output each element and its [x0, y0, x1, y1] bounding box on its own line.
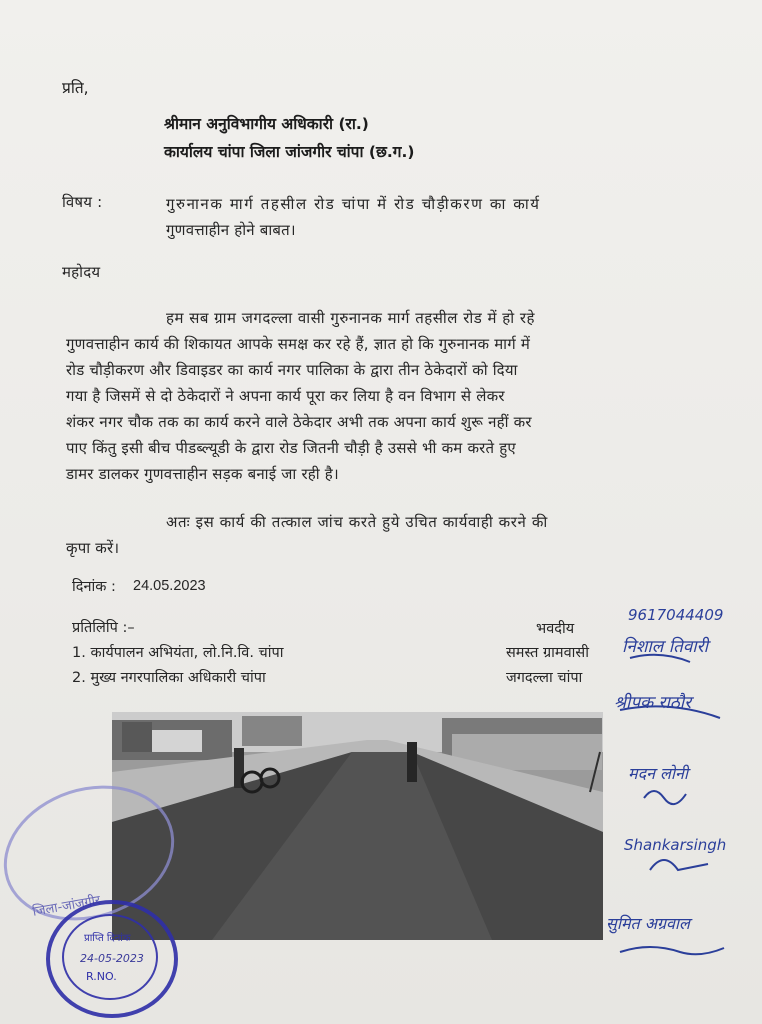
body-line-5: शंकर नगर चौक तक का कार्य करने वाले ठेकेदार अभी तक अपना कार्य शुरू नहीं कर	[66, 413, 532, 431]
office-stamp-text: जिला-जांजगीर	[31, 893, 102, 920]
request-line-2: कृपा करें।	[66, 539, 120, 557]
copy-item-1: 1. कार्यपालन अभियंता, लो.नि.वि. चांपा	[72, 645, 284, 661]
body-line-3: रोड चौड़ीकरण और डिवाइडर का कार्य नगर पालिका के द्वारा तीन ठेकेदारों को दिया	[66, 361, 518, 379]
to-label: प्रति,	[62, 79, 89, 97]
copy-label: प्रतिलिपि :–	[72, 620, 135, 636]
subject-line-1: गुरुनानक मार्ग तहसील रोड चांपा में रोड चौड़ीकरण का कार्य	[166, 195, 541, 213]
body-line-7: डामर डालकर गुणवत्ताहीन सड़क बनाई जा रही है।	[66, 465, 339, 483]
copy-item-2: 2. मुख्य नगरपालिका अधिकारी चांपा	[72, 670, 266, 686]
signature-4: Shankarsingh	[624, 836, 727, 854]
signature-1: निशाल तिवारी	[622, 637, 709, 657]
closing: भवदीय	[536, 621, 575, 637]
signature-scribbles	[600, 600, 762, 980]
body-line-1: हम सब ग्राम जगदल्ला वासी गुरुनानक मार्ग तहसील रोड में हो रहे	[166, 309, 535, 327]
received-stamp-title: प्राप्ति दिनांक	[84, 933, 131, 944]
request-line-1: अतः इस कार्य की तत्काल जांच करते हुये उचित कार्यवाही करने की	[166, 513, 548, 531]
subject-label: विषय :	[62, 193, 103, 211]
date-value: 24.05.2023	[133, 578, 206, 594]
addressee-line-1: श्रीमान अनुविभागीय अधिकारी (रा.)	[164, 115, 369, 133]
road-photo	[112, 712, 603, 940]
received-stamp-rno: R.NO.	[86, 970, 117, 983]
road-photo-drawing	[112, 712, 603, 940]
sender-line-1: समस्त ग्रामवासी	[506, 645, 589, 661]
subject-line-2: गुणवत्ताहीन होने बाबत।	[166, 221, 296, 239]
sender-line-2: जगदल्ला चांपा	[506, 670, 583, 686]
addressee-line-2: कार्यालय चांपा जिला जांजगीर चांपा (छ.ग.)	[164, 143, 415, 161]
signature-2: श्रीपक राठौर	[614, 693, 692, 713]
salutation: महोदय	[62, 263, 101, 281]
signature-phone: 9617044409	[628, 606, 724, 624]
signature-5: सुमित अग्रवाल	[606, 914, 690, 933]
body-line-6: पाए किंतु इसी बीच पीडब्ल्यूडी के द्वारा रोड जितनी चौड़ी है उससे भी कम करते हुए	[66, 439, 516, 457]
date-label: दिनांक :	[72, 579, 116, 595]
body-line-2: गुणवत्ताहीन कार्य की शिकायत आपके समक्ष कर रहे हैं, ज्ञात हो कि गुरुनानक मार्ग में	[66, 335, 531, 353]
body-line-4: गया है जिसमें से दो ठेकेदारों ने अपना कार्य पूरा कर लिया है वन विभाग से लेकर	[66, 387, 505, 405]
received-stamp-date: 24-05-2023	[80, 952, 144, 965]
signature-3: मदन लोनी	[628, 764, 689, 783]
